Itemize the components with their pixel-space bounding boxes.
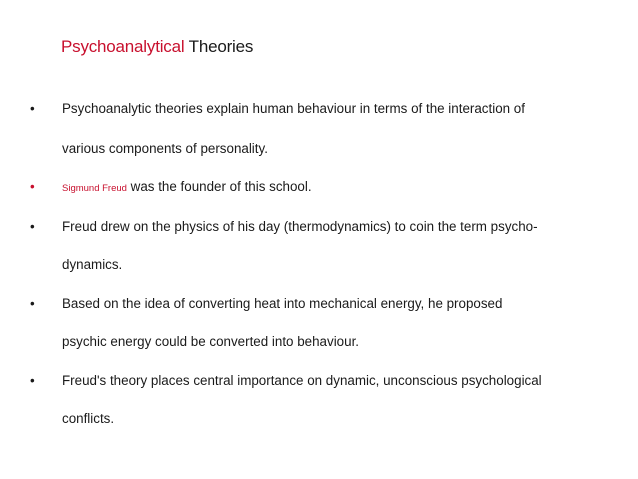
bullet-1-line-1: Psychoanalytic theories explain human behaviour in terms of the interaction of — [62, 101, 525, 116]
bullet-5-line-1: Freud's theory places central importance on dynamic, unconscious psychological — [62, 373, 542, 388]
bullet-1-line-2: various components of personality. — [62, 141, 268, 156]
bullet-dot: • — [30, 296, 35, 311]
bullet-2-text: was the founder of this school. — [126, 179, 312, 194]
bullet-dot: • — [30, 219, 35, 234]
bullet-5-line-2: conflicts. — [62, 411, 115, 426]
bullet-dot: • — [30, 101, 35, 116]
title-accent: Psychoanalytical — [61, 37, 185, 56]
bullet-dot-red: • — [30, 179, 35, 194]
bullet-dot: • — [30, 373, 35, 388]
bullet-4-line-2: psychic energy could be converted into behaviour. — [62, 334, 360, 349]
bullet-4-line-1: Based on the idea of converting heat into mechanical energy, he proposed — [62, 296, 503, 311]
bullet-3-line-2: dynamics. — [62, 257, 123, 272]
founder-name: Sigmund Freud — [62, 183, 127, 194]
bullet-3-line-1: Freud drew on the physics of his day (thermodynamics) to coin the term psycho- — [62, 219, 538, 234]
title-rest: Theories — [188, 37, 254, 56]
bullet-2-line — [62, 179, 312, 194]
